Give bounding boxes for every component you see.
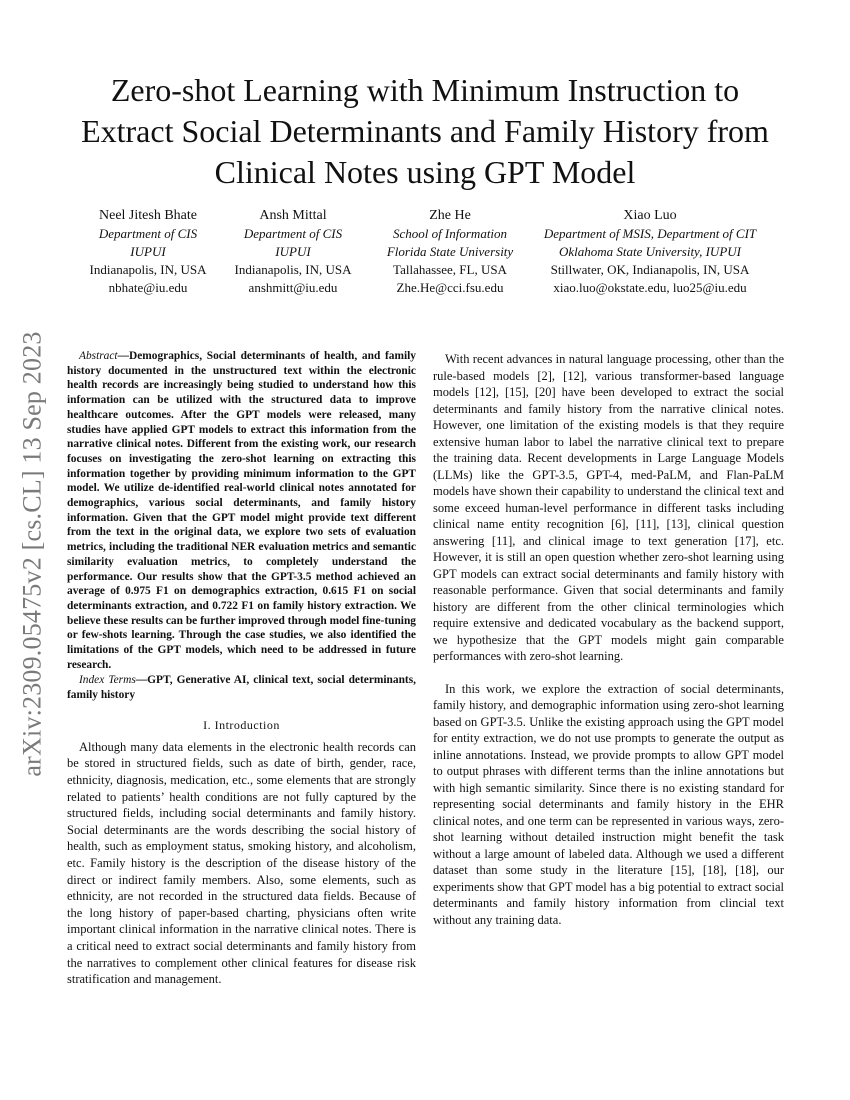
left-column xyxy=(67,349,416,988)
author-4 xyxy=(525,207,775,297)
abstract-text: —Demographics, Social determinants of health, and family history documented in the unstructured text within the electronic health records are increasingly being studied to understand how this information can be utilized with the structured data to improve healthcare outcomes. After the GPT models were released, many studies have applied GPT models to extract this information from the narrative clinical notes. Different from the existing work, our research focuses on investigating the zero-shot learning on extracting this information together by providing minimum information to the GPT model. We utilize de-identified real-world clinical notes annotated for demographics, various social determinants, and family history information. Given that the GPT model might provide text different from the text in the original data, we explore two sets of evaluation metrics, including the traditional NER evaluation metrics and semantic similarity evaluation metrics, to completely understand the performance. Our results show that the GPT-3.5 method achieved an average of 0.975 F1 on demographics extraction, 0.615 F1 on social determinants extraction, and 0.722 F1 on family history extraction. We believe these results can be further improved through model fine-tuning or few-shots learning. Through the case studies, we also identified the limitations of the GPT models, which need to be addressed in future research. xyxy=(67,350,416,671)
section-heading-introduction: I. Introduction xyxy=(203,717,280,732)
body-paragraph: In this work, we explore the extraction of social determinants, family history, and demographic information using zero-shot learning based on GPT-3.5. Unlike the existing approach using the GPT model for entity extraction, we do not use prompts to generate the output as inline annotations. Instead, we provide prompts to allow GPT model to output phrases with different terms than the inline annotations but with high semantic similarity. Since there is no existing standard for representing social determinants and family history in the EHR clinical notes, and one term can be represented in various ways, zero-shot learning without detailed instruction might benefit the task without a large amount of labeled data. Although we used a different dataset than some study in the literature [15], [18], [18], our experiments show that GPT model has a big potential to extract social determinants and family history information from clincial text without any training data. xyxy=(433,681,784,927)
author-email: nbhate@iu.edu xyxy=(108,280,188,295)
author-1 xyxy=(58,207,238,297)
author-location: Tallahassee, FL, USA xyxy=(393,262,507,277)
abstract xyxy=(67,349,416,672)
intro-paragraph: Although many data elements in the electronic health records can be stored in structured fields, such as date of birth, gender, race, ethnicity, diagnosis, medication, etc., some elements that are strongly related to patients’ health conditions are not fully captured by the structured fields, including social determinants and family history. Social determinants are the words describing the social history of health, such as employment status, smoking history, and alcoholism, etc. Family history is the description of the disease history of the direct or indirect family members. Also, some elements, such as ethnicity, are not recorded in the structured data fields. Because of the long history of paper-based charting, physicians often write important clinical information in the narrative clinical notes. There is a critical need to extract social determinants and family history from the narratives to complement other clinical features for disease risk stratification and management. xyxy=(67,739,416,987)
author-institution: Florida State University xyxy=(386,244,514,259)
author-location: Stillwater, OK, Indianapolis, IN, USA xyxy=(550,262,750,277)
index-terms-label: Index Terms xyxy=(79,674,136,687)
author-department: Department of CIS xyxy=(243,226,343,241)
body-paragraph: With recent advances in natural language processing, other than the rule-based models [2], [12], various transformer-based language models [12], [15], [20] have been developed to extract the social determinants and family history from the narrative clinical notes. However, one limitation of the existing models is that they require extensive human labor to label the narrative clinical text to prepare the training data. Recent developments in Large Language Models (LLMs) like the GPT-3.5, GPT-4, med-PaLM, and Flan-PaLM models have shown their capability to understand the clinical text and some exceed human-level performance in different tasks including clinical name entity recognition [6], [11], [13], clinical question answering [11], and clinical image to text generation [17], etc. However, it is still an open question whether zero-shot learning using GPT models can extract social determinants and family history with reasonable performance. Given that social determinants and family history are different from the other clinical terminologies which require extensive and dedicated vocabulary as the backend support, we hypothesize that the GPT models might gain comparable performances with zero-shot learning. xyxy=(433,352,784,663)
index-terms xyxy=(67,673,416,702)
arxiv-side-stamp xyxy=(2,296,64,811)
author-email: anshmitt@iu.edu xyxy=(248,280,338,295)
author-2 xyxy=(213,207,373,297)
author-block xyxy=(0,207,850,295)
right-column xyxy=(433,351,784,928)
author-department: Department of MSIS, Department of CIT xyxy=(543,226,757,241)
paper-title: Zero-shot Learning with Minimum Instruction to Extract Social Determinants and Family History from Clinical Notes using GPT Model xyxy=(81,72,769,190)
author-institution: IUPUI xyxy=(130,244,166,259)
abstract-label: Abstract xyxy=(79,350,118,362)
author-institution: IUPUI xyxy=(275,244,311,259)
author-department: School of Information xyxy=(392,226,508,241)
author-email: xiao.luo@okstate.edu, luo25@iu.edu xyxy=(553,280,747,295)
author-department: Department of CIS xyxy=(98,226,198,241)
author-location: Indianapolis, IN, USA xyxy=(89,262,207,277)
author-name: Zhe He xyxy=(429,208,471,223)
author-name: Neel Jitesh Bhate xyxy=(99,208,197,223)
author-email: Zhe.He@cci.fsu.edu xyxy=(396,280,504,295)
author-location: Indianapolis, IN, USA xyxy=(234,262,352,277)
author-name: Xiao Luo xyxy=(623,208,677,223)
author-name: Ansh Mittal xyxy=(259,208,327,223)
author-institution: Oklahoma State University, IUPUI xyxy=(559,244,741,259)
author-3 xyxy=(370,207,530,297)
arxiv-identifier: arXiv:2309.05475v2 [cs.CL] 13 Sep 2023 xyxy=(18,330,48,777)
index-terms-text: —GPT, Generative AI, clinical text, social determinants, family history xyxy=(67,674,416,702)
